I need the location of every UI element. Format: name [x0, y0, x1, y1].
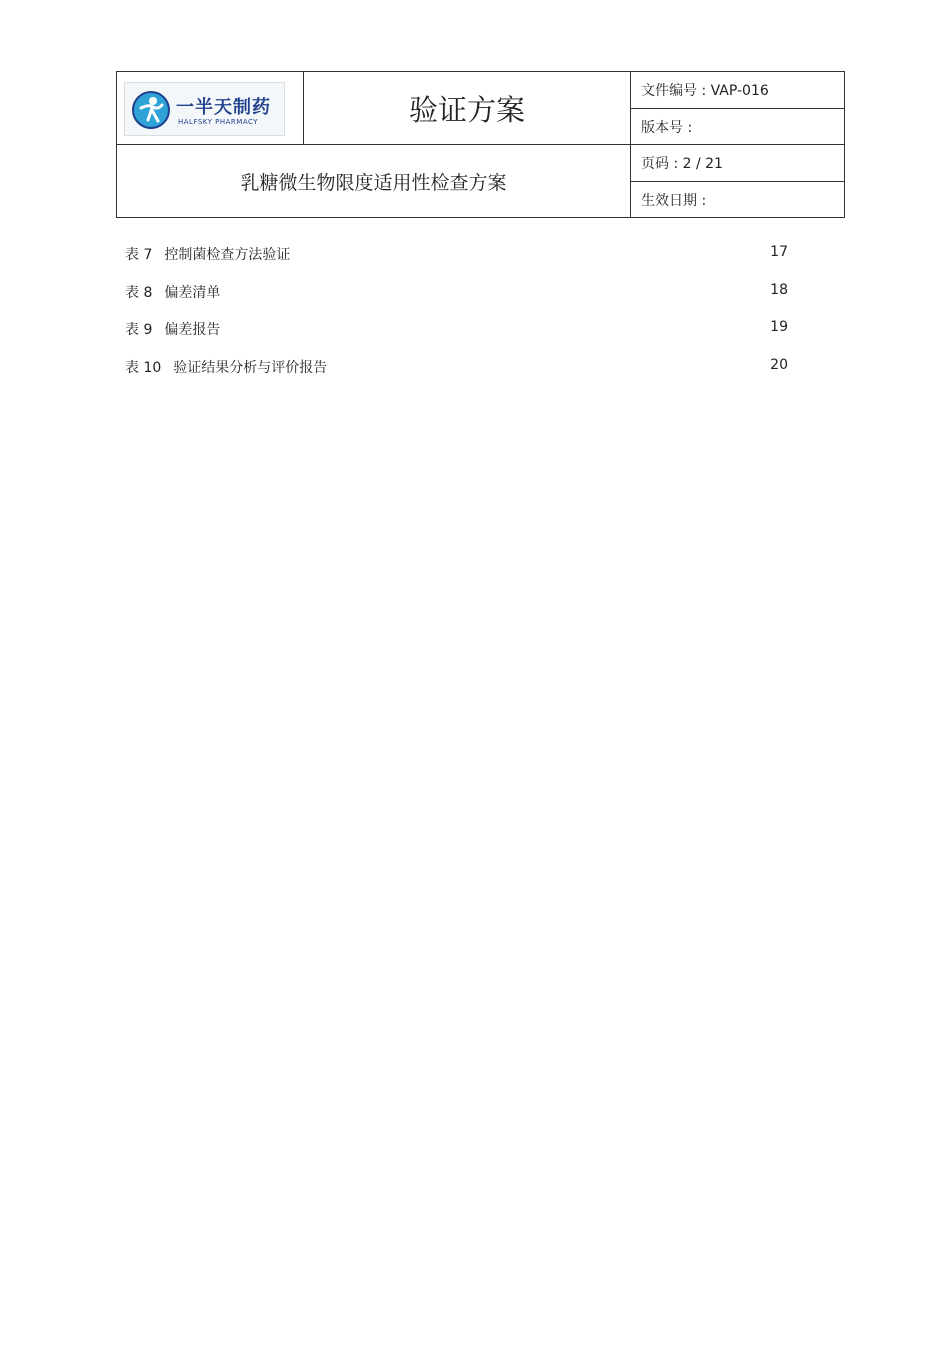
toc-item[interactable] [125, 319, 788, 357]
toc-item-number: 表 10 [125, 359, 162, 376]
company-logo [124, 82, 285, 136]
toc-item-title: 验证结果分析与评价报告 [173, 359, 328, 376]
version-number: 版本号 : [631, 109, 844, 145]
toc-item-label [125, 357, 327, 377]
toc-item-page: 20 [770, 356, 788, 373]
toc-item-page: 18 [770, 281, 788, 298]
document-title: 验证方案 [304, 72, 631, 145]
toc-item-title: 控制菌检查方法验证 [164, 247, 291, 263]
document-header-table [116, 71, 845, 218]
toc-item-title: 偏差报告 [164, 322, 221, 338]
toc-item[interactable] [125, 357, 788, 395]
toc-item-page: 17 [770, 244, 788, 260]
logo-cell [117, 72, 304, 145]
toc-item-label [125, 282, 220, 302]
logo-name-cn: 一半天制药 [176, 97, 271, 118]
toc-item[interactable] [125, 244, 788, 282]
halfsky-logo-icon [131, 90, 171, 130]
document-subtitle: 乳糖微生物限度适用性检查方案 [117, 145, 631, 217]
page-number: 页码 : 2 / 21 [631, 145, 844, 182]
toc-item-label [125, 244, 290, 264]
toc-item-label [125, 319, 220, 339]
toc-item-title: 偏差清单 [164, 284, 221, 301]
toc-item-number: 表 7 [125, 247, 153, 263]
table-of-contents [125, 244, 788, 394]
toc-item[interactable] [125, 282, 788, 320]
toc-item-number: 表 9 [125, 322, 153, 338]
toc-item-page: 19 [770, 319, 788, 335]
toc-item-number: 表 8 [125, 284, 153, 301]
doc-number: 文件编号 : VAP-016 [631, 72, 844, 109]
effective-date: 生效日期 : [641, 192, 707, 209]
logo-name-en: HALFSKY PHARMACY [178, 118, 259, 126]
